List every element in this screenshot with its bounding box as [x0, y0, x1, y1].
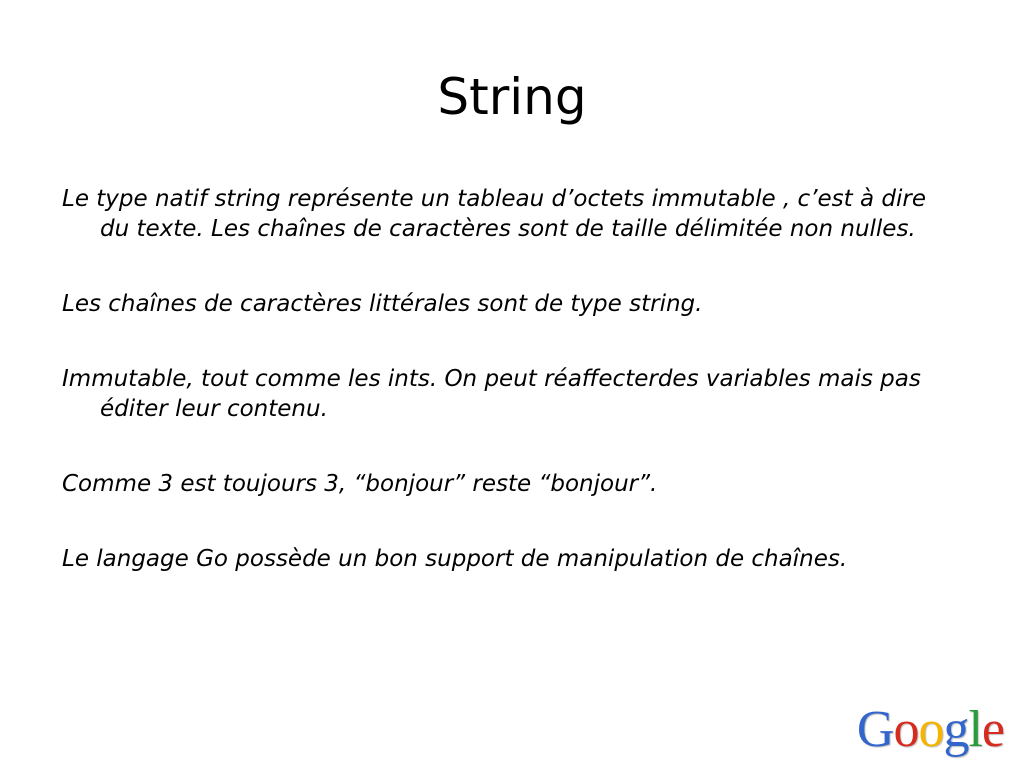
logo-letter-o1: o	[893, 701, 919, 758]
logo-letter-g: G	[856, 701, 894, 758]
slide-title: String	[437, 68, 587, 126]
paragraph-2: Les chaînes de caractères littérales sont de type string.	[62, 291, 703, 317]
logo-letter-g2: g	[943, 701, 969, 758]
paragraph-3: Immutable, tout comme les ints. On peut réaffecterdes variables mais pas éditer leur contenu.	[62, 366, 921, 422]
google-logo	[857, 700, 1004, 760]
logo-letter-o2: o	[918, 701, 944, 758]
logo-letter-e: e	[981, 701, 1004, 758]
slide-body	[62, 184, 962, 619]
paragraph-4: Comme 3 est toujours 3, “bonjour” reste “bonjour”.	[62, 471, 658, 497]
logo-letter-l: l	[968, 701, 982, 758]
paragraph-1: Le type natif string représente un tableau d’octets immutable , c’est à dire du texte. Les chaînes de caractères sont de taille délimitée non nulles.	[62, 186, 926, 242]
paragraph-5: Le langage Go possède un bon support de manipulation de chaînes.	[62, 546, 848, 572]
